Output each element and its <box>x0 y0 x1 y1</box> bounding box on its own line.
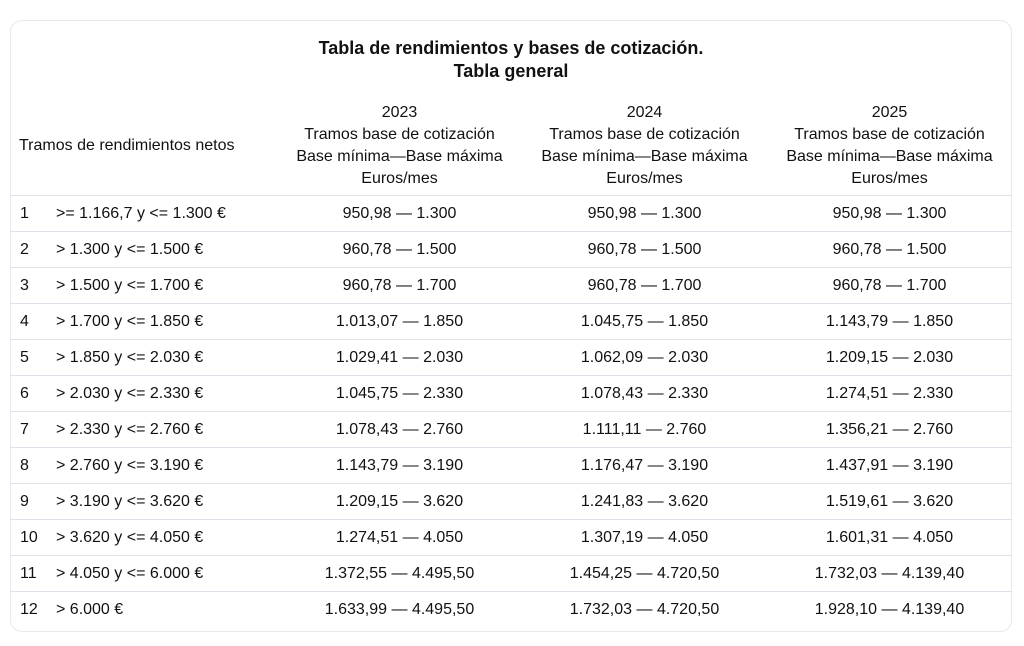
tramo-range: > 4.050 y <= 6.000 € <box>56 564 204 582</box>
header-range-label: Base mínima—Base máxima <box>541 148 748 165</box>
table-row <box>11 412 1012 448</box>
tramo-number: 2 <box>20 240 29 258</box>
base-2023-cell: 1.078,43 — 2.760 <box>277 412 522 448</box>
base-2024-cell: 1.062,09 — 2.030 <box>522 340 767 376</box>
tramo-cell <box>11 340 277 376</box>
header-year-2024 <box>522 97 767 196</box>
table-row <box>11 196 1012 232</box>
tramo-cell <box>11 484 277 520</box>
base-2025-cell: 1.601,31 — 4.050 <box>767 520 1012 556</box>
base-2023-cell: 950,98 — 1.300 <box>277 196 522 232</box>
base-2023-cell: 1.143,79 — 3.190 <box>277 448 522 484</box>
header-year-2023 <box>277 97 522 196</box>
table-body <box>11 196 1012 628</box>
tramo-cell <box>11 304 277 340</box>
base-2024-cell: 1.045,75 — 1.850 <box>522 304 767 340</box>
tramo-cell <box>11 448 277 484</box>
tramo-range: > 6.000 € <box>56 600 124 618</box>
table-row <box>11 592 1012 628</box>
tramo-cell <box>11 592 277 628</box>
tramo-range: > 2.030 y <= 2.330 € <box>56 384 204 402</box>
tramo-cell <box>11 268 277 304</box>
tramo-number: 4 <box>20 312 29 330</box>
base-2025-cell: 1.732,03 — 4.139,40 <box>767 556 1012 592</box>
tramo-cell <box>11 520 277 556</box>
base-2023-cell: 1.013,07 — 1.850 <box>277 304 522 340</box>
base-2025-cell: 1.437,91 — 3.190 <box>767 448 1012 484</box>
tramo-number: 9 <box>20 492 29 510</box>
base-2025-cell: 1.519,61 — 3.620 <box>767 484 1012 520</box>
base-2024-cell: 1.454,25 — 4.720,50 <box>522 556 767 592</box>
tramo-range: > 2.330 y <= 2.760 € <box>56 420 204 438</box>
tramo-range: >= 1.166,7 y <= 1.300 € <box>56 204 226 222</box>
header-subtitle: Tramos base de cotización <box>794 126 985 143</box>
tramo-range: > 1.500 y <= 1.700 € <box>56 276 204 294</box>
base-2024-cell: 1.176,47 — 3.190 <box>522 448 767 484</box>
base-2023-cell: 1.209,15 — 3.620 <box>277 484 522 520</box>
table-row <box>11 340 1012 376</box>
header-year: 2023 <box>381 104 418 121</box>
tramo-range: > 2.760 y <= 3.190 € <box>56 456 204 474</box>
header-subtitle: Tramos base de cotización <box>304 126 495 143</box>
header-unit: Euros/mes <box>361 170 438 187</box>
base-2025-cell: 1.143,79 — 1.850 <box>767 304 1012 340</box>
table-row <box>11 448 1012 484</box>
table-row <box>11 268 1012 304</box>
base-2024-cell: 960,78 — 1.500 <box>522 232 767 268</box>
table-row <box>11 232 1012 268</box>
base-2024-cell: 1.078,43 — 2.330 <box>522 376 767 412</box>
table-title-line1: Tabla de rendimientos y bases de cotización. <box>318 38 704 58</box>
table-row <box>11 556 1012 592</box>
tramo-number: 10 <box>20 528 38 546</box>
table-row <box>11 376 1012 412</box>
tramo-range: > 3.620 y <= 4.050 € <box>56 528 204 546</box>
tramo-number: 1 <box>20 204 29 222</box>
tramo-number: 11 <box>20 564 37 582</box>
header-unit: Euros/mes <box>851 170 928 187</box>
base-2023-cell: 1.045,75 — 2.330 <box>277 376 522 412</box>
base-2023-cell: 1.633,99 — 4.495,50 <box>324 600 475 618</box>
table-row <box>11 304 1012 340</box>
header-year: 2024 <box>626 104 663 121</box>
table-header <box>11 97 1012 196</box>
base-2025-cell: 1.274,51 — 2.330 <box>767 376 1012 412</box>
tramo-cell <box>11 412 277 448</box>
tramo-number: 6 <box>20 384 29 402</box>
header-range-label: Base mínima—Base máxima <box>296 148 503 165</box>
base-2024-cell: 960,78 — 1.700 <box>522 268 767 304</box>
header-tramos: Tramos de rendimientos netos <box>11 97 277 196</box>
table-row <box>11 484 1012 520</box>
tramo-number: 5 <box>20 348 29 366</box>
tramo-cell <box>11 196 277 232</box>
base-2023-cell: 960,78 — 1.700 <box>277 268 522 304</box>
header-year-2025 <box>767 97 1012 196</box>
header-year: 2025 <box>871 104 908 121</box>
base-2025-cell: 960,78 — 1.700 <box>767 268 1012 304</box>
tramo-range: > 1.850 y <= 2.030 € <box>56 348 204 366</box>
contribution-table <box>11 97 1012 627</box>
base-2025-cell: 1.356,21 — 2.760 <box>767 412 1012 448</box>
base-2023-cell: 960,78 — 1.500 <box>277 232 522 268</box>
base-2023-cell: 1.029,41 — 2.030 <box>277 340 522 376</box>
base-2023-cell: 1.372,55 — 4.495,50 <box>277 556 522 592</box>
base-2025-cell: 1.928,10 — 4.139,40 <box>814 600 965 618</box>
tramo-range: > 1.300 y <= 1.500 € <box>56 240 204 258</box>
base-2025-cell: 1.209,15 — 2.030 <box>767 340 1012 376</box>
tramo-number: 8 <box>20 456 29 474</box>
table-title-line2: Tabla general <box>453 61 569 81</box>
tramo-range: > 1.700 y <= 1.850 € <box>56 312 204 330</box>
header-subtitle: Tramos base de cotización <box>549 126 740 143</box>
base-2024-cell: 950,98 — 1.300 <box>522 196 767 232</box>
tramo-cell <box>11 376 277 412</box>
base-2024-cell: 1.732,03 — 4.720,50 <box>569 600 720 618</box>
tramo-range: > 3.190 y <= 3.620 € <box>56 492 204 510</box>
base-2025-cell: 960,78 — 1.500 <box>767 232 1012 268</box>
tramo-cell <box>11 556 277 592</box>
tramo-cell <box>11 232 277 268</box>
header-unit: Euros/mes <box>606 170 683 187</box>
header-row <box>11 97 1012 196</box>
tramo-number: 12 <box>20 600 38 618</box>
base-2025-cell: 950,98 — 1.300 <box>767 196 1012 232</box>
base-2024-cell: 1.111,11 — 2.760 <box>522 412 767 448</box>
table-title <box>11 37 1011 83</box>
tramo-number: 3 <box>20 276 29 294</box>
table-row <box>11 520 1012 556</box>
base-2023-cell: 1.274,51 — 4.050 <box>277 520 522 556</box>
tramo-number: 7 <box>20 420 29 438</box>
base-2024-cell: 1.307,19 — 4.050 <box>522 520 767 556</box>
header-range-label: Base mínima—Base máxima <box>786 148 993 165</box>
table-card <box>10 20 1012 632</box>
base-2024-cell: 1.241,83 — 3.620 <box>522 484 767 520</box>
